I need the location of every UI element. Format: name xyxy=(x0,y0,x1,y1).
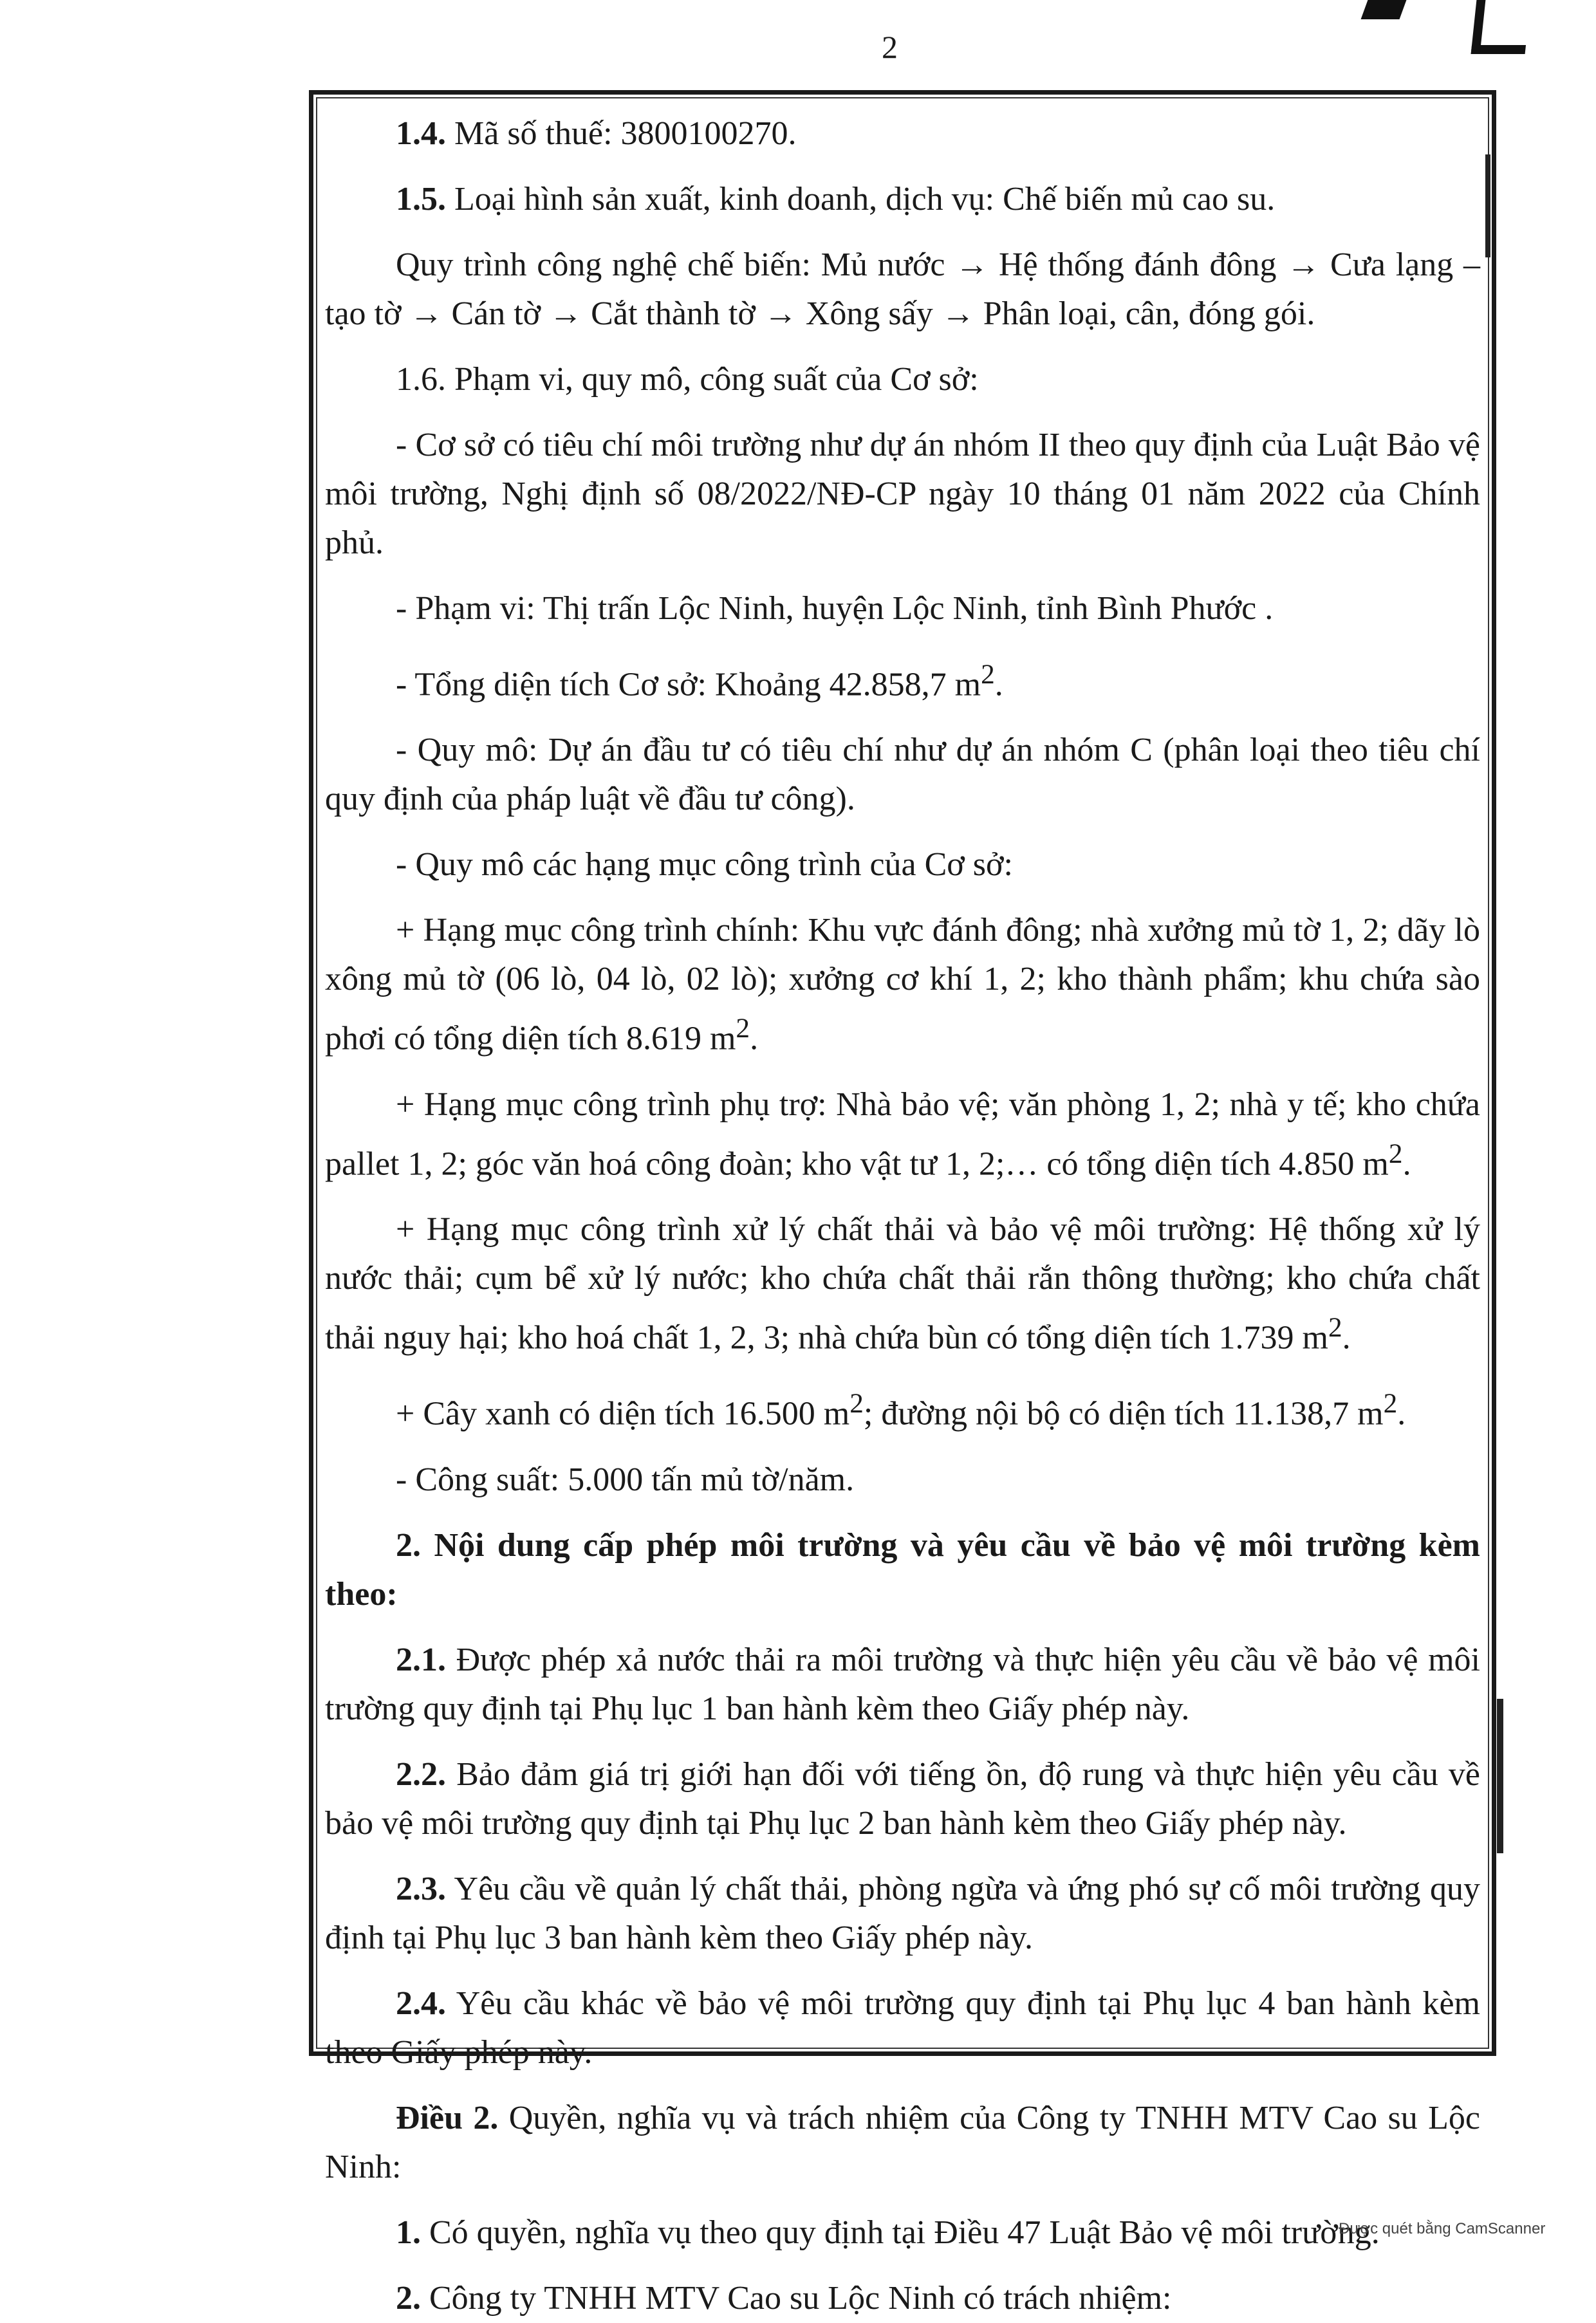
scan-corner-mark xyxy=(1471,0,1531,54)
clause-2-3: 2.3. Yêu cầu về quản lý chất thải, phòng ngừa và ứng phó sự cố môi trường quy định tại Phụ lục 3 ban hành kèm theo Giấy phép này. xyxy=(325,1870,1480,1956)
article-2-clause-2: 2. Công ty TNHH MTV Cao su Lộc Ninh có trách nhiệm: xyxy=(396,2279,1172,2317)
tax-code-paragraph: 1.4. Mã số thuế: 3800100270. xyxy=(396,115,797,152)
green-area-paragraph: + Cây xanh có diện tích 16.500 $m^2$; đường nội bộ có diện tích 11.138,7 $m^2$. xyxy=(396,1388,1406,1432)
waste-items-paragraph: + Hạng mục công trình xử lý chất thải và bảo vệ môi trường: Hệ thống xử lý nước thải; cụm bể xử lý nước; kho chứa chất thải rắn thông thường; kho chứa chất thải nguy hại; kho hoá chất 1, 2, 3; nhà chứa bùn có tổng diện tích 1.739 $m^2$. xyxy=(325,1210,1480,1356)
article-2-clause-1: 1. Có quyền, nghĩa vụ theo quy định tại Điều 47 Luật Bảo vệ môi trường. xyxy=(396,2214,1380,2251)
location-paragraph: - Phạm vi: Thị trấn Lộc Ninh, huyện Lộc Ninh, tỉnh Bình Phước . xyxy=(396,590,1274,627)
business-type-paragraph: 1.5. Loại hình sản xuất, kinh doanh, dịch vụ: Chế biến mủ cao su. xyxy=(396,181,1276,217)
clause-2-4: 2.4. Yêu cầu khác về bảo vệ môi trường quy định tại Phụ lục 4 ban hành kèm theo Giấy phép này. xyxy=(325,1985,1480,2071)
clause-2-2: 2.2. Bảo đảm giá trị giới hạn đối với tiếng ồn, độ rung và thực hiện yêu cầu về bảo vệ môi trường quy định tại Phụ lục 2 ban hành kèm theo Giấy phép này. xyxy=(325,1755,1480,1842)
scan-edge-mark xyxy=(1485,154,1490,257)
auxiliary-items-paragraph: + Hạng mục công trình phụ trợ: Nhà bảo vệ; văn phòng 1, 2; nhà y tế; kho chứa pallet 1, 2; góc văn hoá công đoàn; kho vật tư 1, 2;… có tổng diện tích 4.850 $m^2$. xyxy=(325,1086,1480,1182)
main-items-paragraph: + Hạng mục công trình chính: Khu vực đánh đông; nhà xưởng mủ tờ 1, 2; dãy lò xông mủ tờ (06 lò, 04 lò, 02 lò); xưởng cơ khí 1, 2; kho thành phẩm; khu chứa sào phơi có tổng diện tích 8.619 $m^2$. xyxy=(325,912,1480,1057)
scanner-watermark: Được quét bằng CamScanner xyxy=(1339,2220,1546,2237)
scope-heading: 1.6. Phạm vi, quy mô, công suất của Cơ sở: xyxy=(396,361,979,398)
page-number: 2 xyxy=(882,29,898,65)
section-2-heading: 2. Nội dung cấp phép môi trường và yêu cầu về bảo vệ môi trường kèm theo: xyxy=(325,1526,1480,1613)
article-2-heading: Điều 2. Quyền, nghĩa vụ và trách nhiệm của Công ty TNHH MTV Cao su Lộc Ninh: xyxy=(325,2099,1480,2185)
document-body xyxy=(325,109,1480,2323)
total-area-paragraph: - Tổng diện tích Cơ sở: Khoảng 42.858,7 $m^2$. xyxy=(396,659,1003,703)
scale-paragraph: - Quy mô: Dự án đầu tư có tiêu chí như dự án nhóm C (phân loại theo tiêu chí quy định của pháp luật về đầu tư công). xyxy=(325,732,1480,818)
items-heading: - Quy mô các hạng mục công trình của Cơ sở: xyxy=(396,846,1013,884)
process-paragraph: Quy trình công nghệ chế biến: Mủ nước → Hệ thống đánh đông → Cưa lạng – tạo tờ → Cán tờ → Cắt thành tờ → Xông sấy → Phân loại, cân, đóng gói. xyxy=(325,246,1480,332)
capacity-paragraph: - Công suất: 5.000 tấn mủ tờ/năm. xyxy=(396,1461,855,1498)
scan-corner-mark xyxy=(1361,0,1407,19)
clause-2-1: 2.1. Được phép xả nước thải ra môi trường và thực hiện yêu cầu về bảo vệ môi trường quy định tại Phụ lục 1 ban hành kèm theo Giấy phép này. xyxy=(325,1641,1480,1727)
criteria-paragraph: - Cơ sở có tiêu chí môi trường như dự án nhóm II theo quy định của Luật Bảo vệ môi trường, Nghị định số 08/2022/NĐ-CP ngày 10 tháng 01 năm 2022 của Chính phủ. xyxy=(325,427,1480,561)
scan-edge-mark xyxy=(1497,1699,1503,1853)
